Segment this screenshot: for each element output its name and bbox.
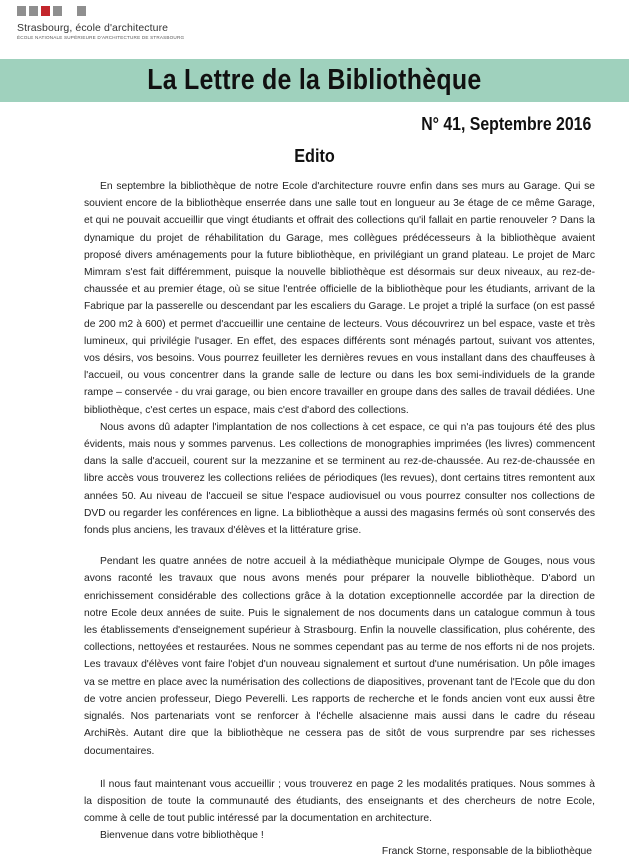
logo-name: Strasbourg, école d'architecture [17, 22, 169, 34]
paragraph: Pendant les quatre années de notre accueil à la médiathèque municipale Olympe de Gouges, nous vous avons raconté les travaux que nous avons menés pour préparer la nouvelle bibliothèque. D'abord un enrichissement considérable des collections grâce à la dotation exceptionnelle accordée par la direction de notre Ecole deux années de suite. Puis le signalement de nos documents dans un catalogue commun à tous les établissements d'enseignement supérieur à Strasbourg. Enfin la nouvelle classification, plus cohérente, des collections, nettoyées et restaurées. Nous ne sommes cependant pas au terme de nos efforts ni de nos projets. Les travaux d'élèves vont faire l'objet d'un nouveau signalement et surtout d'une numérisation. Un pôle images va se mettre en place avec la numérisation des collections de diapositives, provenant tant de l'Ecole que du don de votre ancien professeur, Diego Peverelli. Les rapports de recherche et le fonds ancien vont eux aussi être signalés. Nos partenariats vont se renforcer à l'échelle alsacienne mais aussi dans le cadre du réseau ArchiRès. Autant dire que la bibliothèque ne cessera pas de sitôt de vous surprendre par ses richesses documentaires. [84, 556, 595, 757]
paragraph: Nous avons dû adapter l'implantation de nos collections à cet espace, ce qui n'a pas toujours été des plus évidents, mais nous y sommes parvenus. Les collections de monographies imprimées (les livres) commencent dans la salle d'accueil, courent sur la mezzanine et se terminent au rez-de-chaussée. Au rez-de-chaussée en libre accès vous trouverez les collections reliées de périodiques (les revues), dont certains titres remontent aux années 50. Au niveau de l'accueil se situe l'espace audiovisuel ou vous pourrez consulter nos collections de DVD ou regarder les conférences en ligne. La bibliothèque a aussi des magasins fermés où sont conservés des fonds plus anciens, les travaux d'élèves et la littérature grise. [84, 421, 595, 537]
paragraph: Il nous faut maintenant vous accueillir ; vous trouverez en page 2 les modalités pratiques. Nous sommes à la disposition de toute la communauté des étudiants, des enseignants et des chercheurs de notre Ecole, comme à celle de tout public intéressé par la documentation en architecture. [84, 778, 595, 825]
logo-subtitle: ÉCOLE NATIONALE SUPÉRIEURE D'ARCHITECTURE DE STRASBOURG [17, 35, 185, 40]
paragraph: En septembre la bibliothèque de notre Ecole d'architecture rouvre enfin dans ses murs au Garage. Qui se souvient encore de la bibliothèque enserrée dans une salle tout en longueur au 3e étage de ce même Garage, et qui ne pouvait accueillir que vingt étudiants et offrait des collections qu'il fallait en partie renouveler ? Dans la dynamique du projet de réhabilitation du Garage, mes collègues prédécesseurs à la bibliothèque avaient proposé divers aménagements pour la future bibliothèque, en privilégiant un grand plateau. Le projet de Marc Mimram s'est fait différemment, puisque la nouvelle bibliothèque est désormais sur deux niveaux, au rez-de-chaussée et au premier étage, où se situe l'entrée officielle de la bibliothèque pour les étudiants, arrivant de la Fabrique par la passerelle ou descendant par les escaliers du Garage. Le projet a triplé la surface (on est passé de 200 m2 à 600) et permet d'accueillir une centaine de lecteurs. Vous découvrirez un bel espace, vaste et très lumineux, qui privilégie l'usager. En effet, des espaces différents sont ménagés partout, suivant vos attentes, vos désirs, vos besoins. Vous pourrez feuilleter les dernières revues en vous installant dans des chauffeuses à l'accueil, ou vous concentrer dans la grande salle de lecture ou dans les box semi-individuels de la grande rampe – conservée - du vrai garage, ou bien encore travailler en groupe dans des salles de travail dédiées. Une bibliothèque, c'est certes un espace, mais c'est d'abord des collections. [84, 181, 595, 416]
school-logo [17, 6, 184, 40]
signature: Franck Storne, responsable de la bibliothèque [381, 846, 592, 857]
logo-squares-icon [17, 6, 184, 18]
issue-number: N° 41, Septembre 2016 [420, 114, 591, 134]
title-banner [0, 59, 629, 102]
paragraph: Bienvenue dans votre bibliothèque ! [100, 830, 264, 842]
section-heading: Edito [294, 146, 335, 166]
article-body [84, 178, 595, 845]
newsletter-title: La Lettre de la Bibliothèque [147, 64, 482, 96]
